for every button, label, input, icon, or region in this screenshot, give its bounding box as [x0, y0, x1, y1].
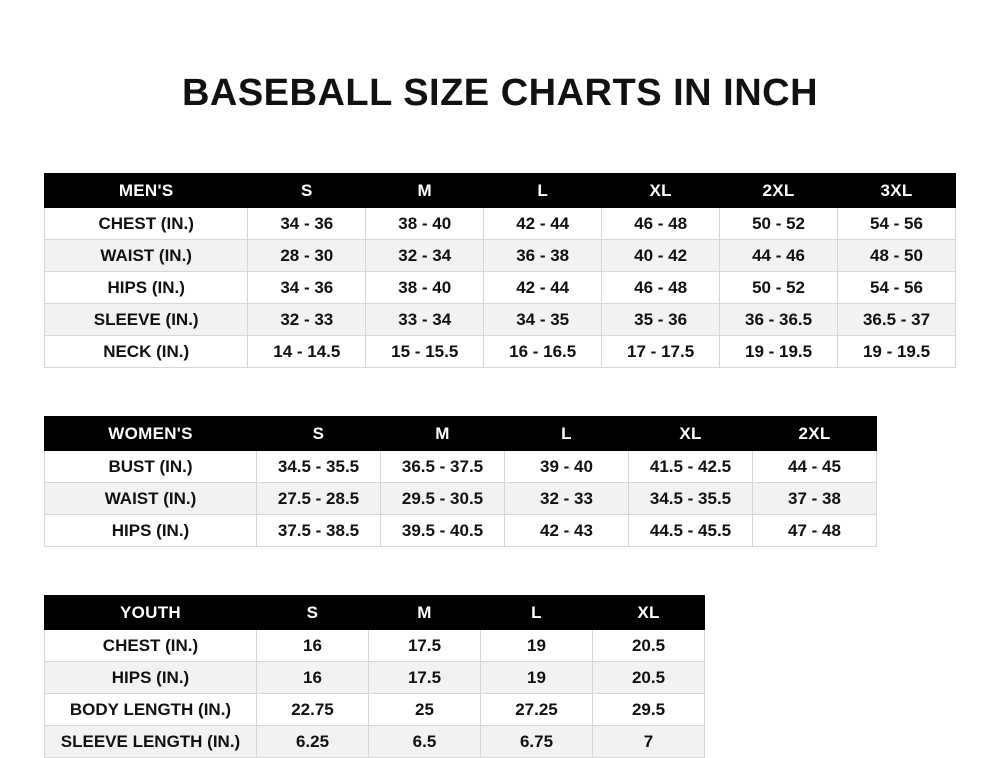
row-label: BODY LENGTH (IN.) — [45, 694, 257, 726]
table-header-row — [45, 174, 956, 208]
row-label: WAIST (IN.) — [45, 240, 248, 272]
header-cell-l: L — [505, 417, 629, 451]
row-label: BUST (IN.) — [45, 451, 257, 483]
header-cell-category: YOUTH — [45, 596, 257, 630]
cell-value: 19 — [481, 630, 593, 662]
header-cell-s: S — [257, 417, 381, 451]
table-row — [45, 451, 877, 483]
cell-value: 34 - 36 — [248, 208, 366, 240]
header-cell-m: M — [369, 596, 481, 630]
table-row — [45, 726, 705, 758]
cell-value: 54 - 56 — [838, 208, 956, 240]
cell-value: 36.5 - 37.5 — [381, 451, 505, 483]
cell-value: 35 - 36 — [602, 304, 720, 336]
cell-value: 44 - 46 — [720, 240, 838, 272]
tables-container — [0, 173, 1000, 758]
header-cell-3xl: 3XL — [838, 174, 956, 208]
table-gap — [44, 573, 956, 595]
row-label: HIPS (IN.) — [45, 662, 257, 694]
header-cell-s: S — [248, 174, 366, 208]
table-row — [45, 272, 956, 304]
cell-value: 38 - 40 — [366, 208, 484, 240]
mens-size-table — [44, 173, 956, 368]
header-cell-s: S — [257, 596, 369, 630]
cell-value: 16 — [257, 630, 369, 662]
cell-value: 34.5 - 35.5 — [257, 451, 381, 483]
cell-value: 50 - 52 — [720, 208, 838, 240]
cell-value: 15 - 15.5 — [366, 336, 484, 368]
cell-value: 44.5 - 45.5 — [629, 515, 753, 547]
cell-value: 17.5 — [369, 662, 481, 694]
header-cell-xl: XL — [602, 174, 720, 208]
row-label: CHEST (IN.) — [45, 630, 257, 662]
cell-value: 42 - 44 — [484, 208, 602, 240]
cell-value: 19 - 19.5 — [838, 336, 956, 368]
cell-value: 50 - 52 — [720, 272, 838, 304]
table-row — [45, 304, 956, 336]
cell-value: 46 - 48 — [602, 208, 720, 240]
header-cell-xl: XL — [629, 417, 753, 451]
table-row — [45, 694, 705, 726]
cell-value: 17 - 17.5 — [602, 336, 720, 368]
table-row — [45, 483, 877, 515]
header-cell-m: M — [366, 174, 484, 208]
row-label: CHEST (IN.) — [45, 208, 248, 240]
cell-value: 19 — [481, 662, 593, 694]
header-cell-2xl: 2XL — [720, 174, 838, 208]
table-header-row — [45, 417, 877, 451]
cell-value: 41.5 - 42.5 — [629, 451, 753, 483]
table-row — [45, 630, 705, 662]
cell-value: 33 - 34 — [366, 304, 484, 336]
cell-value: 47 - 48 — [753, 515, 877, 547]
row-label: SLEEVE (IN.) — [45, 304, 248, 336]
table-gap — [44, 394, 956, 416]
cell-value: 6.25 — [257, 726, 369, 758]
header-cell-l: L — [484, 174, 602, 208]
cell-value: 7 — [593, 726, 705, 758]
row-label: SLEEVE LENGTH (IN.) — [45, 726, 257, 758]
cell-value: 20.5 — [593, 630, 705, 662]
cell-value: 27.25 — [481, 694, 593, 726]
cell-value: 28 - 30 — [248, 240, 366, 272]
table-row — [45, 662, 705, 694]
cell-value: 27.5 - 28.5 — [257, 483, 381, 515]
cell-value: 17.5 — [369, 630, 481, 662]
youth-size-table — [44, 595, 705, 758]
header-cell-category: MEN'S — [45, 174, 248, 208]
header-cell-xl: XL — [593, 596, 705, 630]
cell-value: 36.5 - 37 — [838, 304, 956, 336]
cell-value: 36 - 38 — [484, 240, 602, 272]
table-row — [45, 208, 956, 240]
row-label: HIPS (IN.) — [45, 515, 257, 547]
cell-value: 39 - 40 — [505, 451, 629, 483]
cell-value: 37.5 - 38.5 — [257, 515, 381, 547]
cell-value: 32 - 33 — [505, 483, 629, 515]
cell-value: 42 - 43 — [505, 515, 629, 547]
cell-value: 46 - 48 — [602, 272, 720, 304]
cell-value: 29.5 - 30.5 — [381, 483, 505, 515]
cell-value: 44 - 45 — [753, 451, 877, 483]
cell-value: 25 — [369, 694, 481, 726]
header-cell-2xl: 2XL — [753, 417, 877, 451]
row-label: HIPS (IN.) — [45, 272, 248, 304]
cell-value: 16 — [257, 662, 369, 694]
cell-value: 16 - 16.5 — [484, 336, 602, 368]
cell-value: 22.75 — [257, 694, 369, 726]
cell-value: 54 - 56 — [838, 272, 956, 304]
page-title: BASEBALL SIZE CHARTS IN INCH — [181, 72, 819, 114]
womens-size-table — [44, 416, 877, 547]
cell-value: 6.5 — [369, 726, 481, 758]
cell-value: 39.5 - 40.5 — [381, 515, 505, 547]
cell-value: 6.75 — [481, 726, 593, 758]
table-row — [45, 336, 956, 368]
row-label: WAIST (IN.) — [45, 483, 257, 515]
cell-value: 14 - 14.5 — [248, 336, 366, 368]
header-cell-category: WOMEN'S — [45, 417, 257, 451]
table-header-row — [45, 596, 705, 630]
cell-value: 32 - 33 — [248, 304, 366, 336]
cell-value: 20.5 — [593, 662, 705, 694]
cell-value: 38 - 40 — [366, 272, 484, 304]
cell-value: 34.5 - 35.5 — [629, 483, 753, 515]
cell-value: 37 - 38 — [753, 483, 877, 515]
cell-value: 34 - 36 — [248, 272, 366, 304]
table-row — [45, 515, 877, 547]
cell-value: 34 - 35 — [484, 304, 602, 336]
cell-value: 19 - 19.5 — [720, 336, 838, 368]
cell-value: 48 - 50 — [838, 240, 956, 272]
header-cell-l: L — [481, 596, 593, 630]
cell-value: 42 - 44 — [484, 272, 602, 304]
table-row — [45, 240, 956, 272]
cell-value: 40 - 42 — [602, 240, 720, 272]
cell-value: 36 - 36.5 — [720, 304, 838, 336]
cell-value: 29.5 — [593, 694, 705, 726]
cell-value: 32 - 34 — [366, 240, 484, 272]
header-cell-m: M — [381, 417, 505, 451]
row-label: NECK (IN.) — [45, 336, 248, 368]
